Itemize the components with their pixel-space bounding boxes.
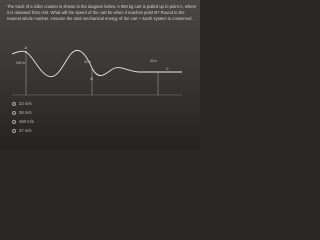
point-label-c: C: [166, 67, 169, 71]
radio-button-icon[interactable]: [12, 120, 16, 124]
answer-option[interactable]: [12, 117, 34, 126]
answer-option-label: 460 m/s: [19, 119, 34, 124]
height-label-a: 100 m: [16, 61, 25, 65]
radio-button-icon[interactable]: [12, 102, 16, 106]
cart-marker: [25, 51, 27, 53]
quiz-screen: [0, 0, 200, 150]
answer-option[interactable]: [12, 99, 34, 108]
answer-option-label: 37 m/s: [19, 128, 32, 133]
answer-options: [12, 99, 34, 135]
question-text: The track of a roller coaster is shown in the diagram below. A 950 kg cart is pulled up to point A, where it is released from rest. What will the speed of the cart be when it reaches point B? Round to the nearest whole number. Assume the total mechanical energy of the cart + Earth system is conserved.: [7, 4, 197, 21]
answer-option[interactable]: [12, 108, 34, 117]
answer-option-label: 38 m/s: [19, 110, 32, 115]
point-label-b: B: [90, 77, 93, 81]
answer-option-label: 33 m/s: [19, 101, 32, 106]
answer-option[interactable]: [12, 126, 34, 135]
roller-coaster-track: [12, 50, 182, 76]
height-label-b: 30 m: [84, 60, 92, 64]
point-label-a: A: [24, 46, 27, 50]
height-label-c: 40 m: [150, 59, 158, 63]
radio-button-icon[interactable]: [12, 129, 16, 133]
radio-button-icon[interactable]: [12, 111, 16, 115]
